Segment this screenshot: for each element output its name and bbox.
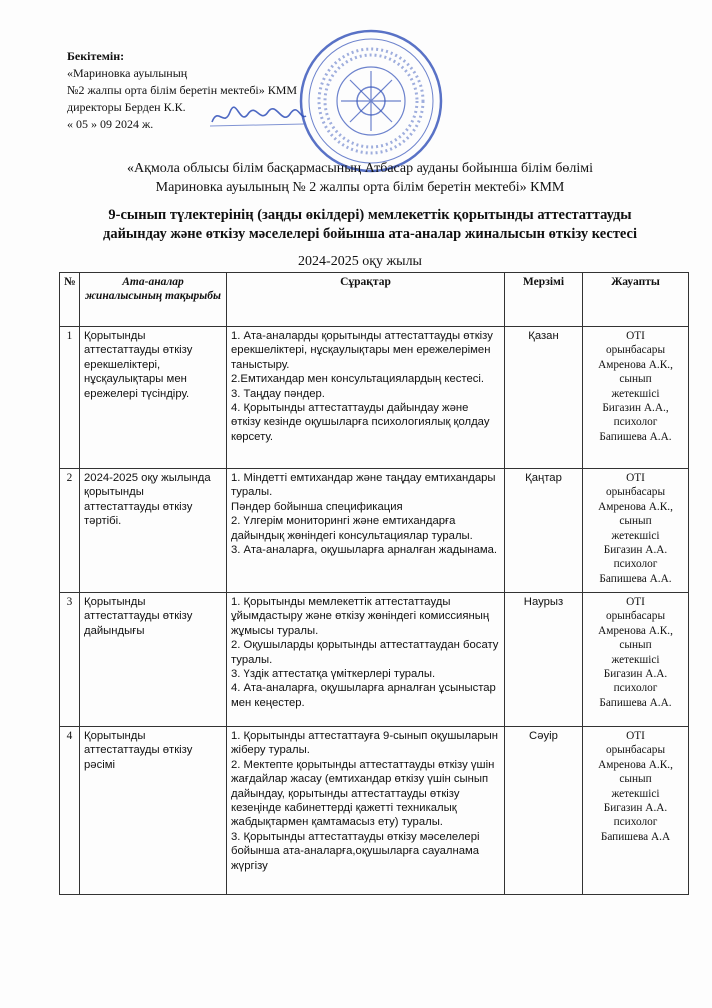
question-item: 1. Ата-аналарды қорытынды аттестаттауды өткізу ерекшеліктері, нұсқаулықтары мен ережелерімен таныстыру. — [231, 330, 493, 371]
responsible-line: Бигазин А.А. — [603, 544, 668, 557]
row-date: Қаңтар — [505, 469, 583, 593]
question-item: 3. Ата-аналарға, оқушыларға арналған жадынама. — [231, 544, 498, 557]
table-row — [60, 469, 689, 593]
question-item: 1. Қорытынды мемлекеттік аттестаттауды ұйымдастыру және өткізу жөніндегі комиссияның жұмысы туралы. — [231, 596, 490, 637]
responsible-line: психолог — [613, 558, 658, 571]
responsible-line: Амренова А.К., — [598, 758, 673, 771]
responsible-line: Амренова А.К., — [598, 500, 673, 513]
responsible-line: Бигазин А.А., — [602, 402, 669, 415]
row-number: 3 — [60, 593, 80, 727]
question-item: кезеңінде кабинеттерді қажетті техникалық жабдықтармен қамтамасыз ету) туралы. — [231, 802, 457, 829]
question-item: 2. Мектепте қорытынды аттестаттауды өткізу үшін жағдайлар жасау (емтихандар өткізу үшін сынып дайындау, қорытынды аттестаттауды өткізу — [231, 758, 495, 800]
row-number: 4 — [60, 727, 80, 895]
academic-year: 2024-2025 оқу жылы — [298, 254, 422, 269]
question-item: 2. Үлгерім мониторингі және емтихандарға дайындық жөніндегі консультациялар туралы. — [231, 515, 473, 542]
header-date: Мерзімі — [505, 273, 583, 327]
document-title: дайындау және өткізу мәселелері бойынша ата-аналар жиналысын өткізу кестесі — [102, 226, 638, 242]
row-responsible — [583, 327, 689, 469]
question-item: 3. Таңдау пәндер. — [231, 387, 325, 400]
row-topic: Қорытынды аттестаттауды өткізу дайындығы — [80, 593, 227, 727]
question-item: 4. Ата-аналарға, оқушыларға арналған ұсыныстар мен кеңестер. — [231, 682, 496, 709]
responsible-line: жетекшісі — [611, 787, 660, 800]
official-seal-icon — [296, 26, 446, 176]
approval-line: «Мариновка ауылының — [67, 66, 188, 80]
question-item: 2.Емтихандар мен консультациялардың кестесі. — [231, 373, 485, 386]
header-topic: Ата-аналар жиналысының тақырыбы — [80, 273, 227, 327]
responsible-line: Бапишева А.А. — [599, 430, 672, 443]
row-questions — [227, 469, 505, 593]
row-number: 1 — [60, 327, 80, 469]
row-responsible — [583, 727, 689, 895]
approval-date: « 05 » 09 2024 ж. — [67, 117, 154, 131]
responsible-line: орынбасары — [605, 344, 666, 357]
row-topic: 2024-2025 оқу жылында қорытынды аттестаттауды өткізу тәртібі. — [80, 469, 227, 593]
responsible-line: жетекшісі — [611, 529, 660, 542]
organization-line: «Ақмола облысы білім басқармасының Атбасар ауданы бойынша білім бөлімі — [127, 161, 593, 176]
question-item: 4. Қорытынды аттестаттауды дайындау және өткізу кезінде оқушыларға психологиялық қолдау көрсету. — [231, 402, 490, 443]
responsible-line: жетекшісі — [611, 653, 660, 666]
row-number: 2 — [60, 469, 80, 593]
approval-line: директоры Берден К.К. — [67, 100, 186, 114]
responsible-line: ОТІ — [626, 330, 645, 342]
responsible-line: орынбасары — [605, 486, 666, 499]
organization-line: Мариновка ауылының № 2 жалпы орта білім беретін мектебі» КММ — [155, 180, 565, 195]
header-responsible: Жауапты — [583, 273, 689, 327]
question-item: 3. Үздік аттестатқа үміткерлері туралы. — [231, 668, 436, 681]
table-row — [60, 327, 689, 469]
responsible-line: ОТІ — [626, 472, 645, 484]
responsible-line: ОТІ — [626, 730, 645, 742]
responsible-line: Амренова А.К., — [598, 358, 673, 371]
signature-icon — [208, 102, 308, 132]
responsible-line: психолог — [613, 816, 658, 829]
document-title: 9-сынып түлектерінің (заңды өкілдері) мемлекеттік қорытынды аттестаттауды — [108, 207, 632, 223]
row-date: Наурыз — [505, 593, 583, 727]
responsible-line: Бигазин А.А. — [603, 802, 668, 815]
responsible-line: ОТІ — [626, 596, 645, 608]
row-date: Сәуір — [505, 727, 583, 895]
responsible-line: жетекшісі — [611, 387, 660, 400]
header-questions: Сұрақтар — [227, 273, 505, 327]
responsible-line: орынбасары — [605, 610, 666, 623]
responsible-line: Бапишева А.А — [600, 830, 671, 843]
row-responsible — [583, 593, 689, 727]
table-row — [60, 593, 689, 727]
row-questions — [227, 593, 505, 727]
table-header-row — [60, 273, 689, 327]
header-num: № — [60, 273, 80, 327]
row-topic: Қорытынды аттестаттауды өткізу рәсімі — [80, 727, 227, 895]
table-row — [60, 727, 689, 895]
row-questions — [227, 327, 505, 469]
responsible-line: сынып — [619, 373, 652, 386]
row-topic: Қорытынды аттестаттауды өткізу ерекшеліктері, нұсқаулықтары мен ережелері түсіндіру. — [80, 327, 227, 469]
row-questions — [227, 727, 505, 895]
question-item: 2. Оқушыларды қорытынды аттестаттаудан босату туралы. — [231, 639, 499, 666]
question-item: Пәндер бойынша спецификация — [231, 500, 403, 513]
row-date: Қазан — [505, 327, 583, 469]
responsible-line: психолог — [613, 682, 658, 695]
responsible-line: Бапишева А.А. — [599, 696, 672, 709]
responsible-line: психолог — [613, 416, 658, 429]
responsible-line: орынбасары — [605, 744, 666, 757]
responsible-line: Амренова А.К., — [598, 624, 673, 637]
responsible-line: сынып — [619, 773, 652, 786]
approval-heading: Бекітемін: — [67, 49, 125, 63]
schedule-table — [59, 272, 689, 895]
question-item: 3. Қорытынды аттестаттауды өткізу мәселелері бойынша ата-аналарға,оқушыларға сауалнама жүргізу — [231, 830, 480, 872]
responsible-line: Бигазин А.А. — [603, 668, 668, 681]
row-responsible — [583, 469, 689, 593]
responsible-line: Бапишева А.А. — [599, 572, 672, 585]
question-item: 1. Қорытынды аттестаттауға 9-сынып оқушыларын жіберу туралы. — [231, 730, 499, 757]
responsible-line: сынып — [619, 515, 652, 528]
approval-line: №2 жалпы орта білім беретін мектебі» КММ — [67, 83, 298, 97]
question-item: 1. Міндетті емтихандар және таңдау емтихандары туралы. — [231, 472, 496, 499]
responsible-line: сынып — [619, 639, 652, 652]
